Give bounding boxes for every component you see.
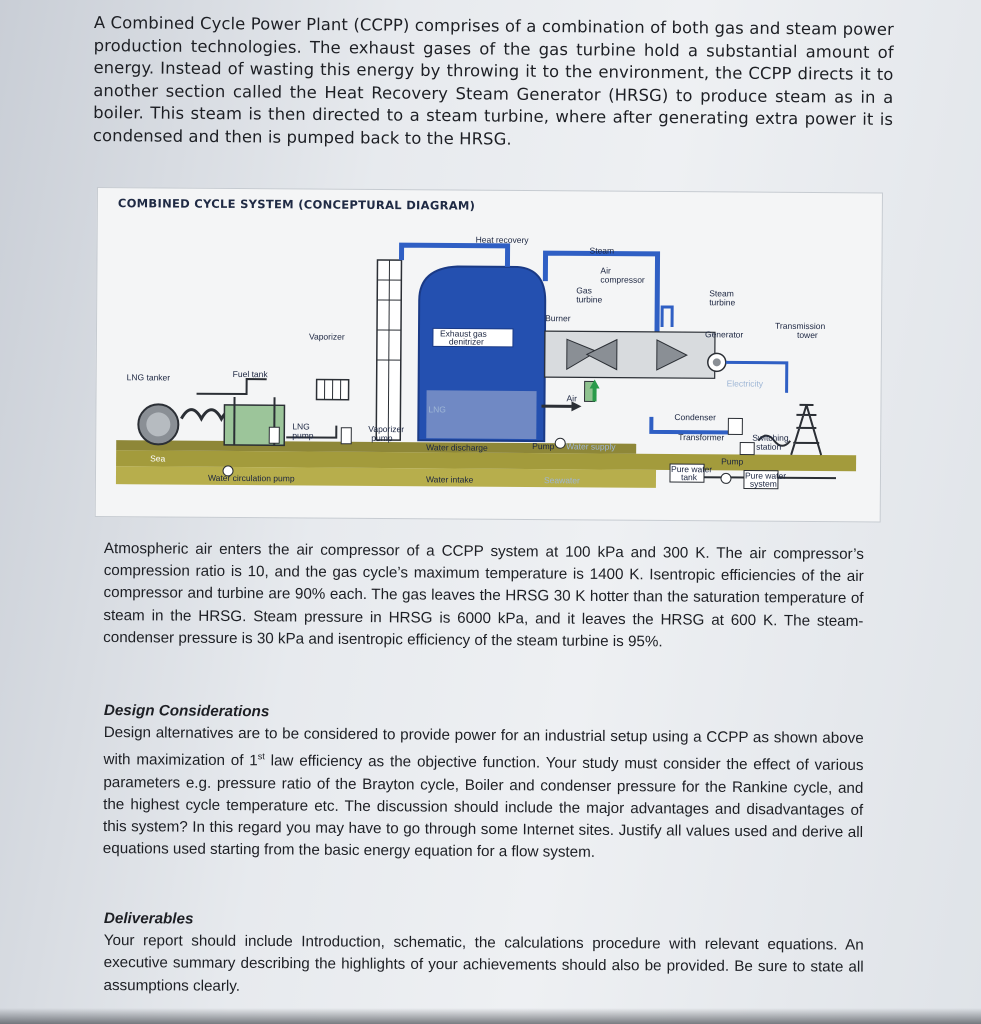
label-electricity: Electricity bbox=[726, 378, 764, 389]
problem-paragraph: Atmospheric air enters the air compressor of a CCPP system at 100 kPa and 300 K. The air compressor’s compression ratio is 10, and the gas cycle’s maximum temperature is 1400 K. Isentropic efficiencies of the air compressor and turbine are 90% each. The gas leaves the HRSG 30 K hotter than the saturation temperature of steam in the HRSG. Steam pressure in HRSG is 6000 kPa, and it leaves the HRSG at 600 K. The steam-condenser pressure is 30 kPa and isentropic efficiency of the steam turbine is 95%. bbox=[103, 539, 864, 651]
label-burner: Burner bbox=[545, 313, 571, 324]
label-vaporizer: Vaporizer bbox=[308, 331, 345, 342]
label-lng: LNG bbox=[428, 404, 446, 415]
label-water-intake: Water intake bbox=[425, 474, 474, 485]
transmission-tower-icon bbox=[791, 405, 821, 455]
water-pump-icon bbox=[555, 438, 565, 448]
design-heading: Design Considerations bbox=[103, 701, 270, 721]
design-section bbox=[103, 700, 864, 866]
lng-pump-icon bbox=[269, 427, 279, 443]
label-exhaust-gas-1: Exhaust gas bbox=[439, 328, 487, 339]
label-switching-1: Switching bbox=[752, 432, 789, 443]
label-water-circulation-pump: Water circulation pump bbox=[207, 472, 295, 484]
label-switching-2: station bbox=[756, 441, 782, 452]
combined-cycle-diagram bbox=[95, 187, 883, 522]
label-steam-turbine-2: turbine bbox=[709, 297, 736, 308]
label-heat-recovery: Heat recovery bbox=[475, 234, 529, 246]
diagram-illustration bbox=[96, 188, 882, 521]
label-pure-water-tank-2: tank bbox=[680, 472, 698, 483]
label-water-supply: Water supply bbox=[566, 441, 616, 452]
label-generator: Generator bbox=[704, 329, 744, 340]
label-pure-water-tank-1: Pure water bbox=[671, 464, 713, 475]
label-gas-turbine-2: turbine bbox=[576, 294, 603, 305]
design-text-before: Design alternatives are to be considered to provide power for an industrial setup using a CCPP as shown above with maximization of 1 bbox=[103, 724, 864, 770]
label-lng-pump-2: pump bbox=[292, 430, 314, 441]
label-steam: Steam bbox=[589, 245, 615, 256]
label-air-compressor-2: compressor bbox=[600, 274, 645, 285]
label-lng-pump-1: LNG bbox=[292, 421, 310, 432]
label-condenser: Condenser bbox=[674, 412, 717, 423]
label-water-discharge: Water discharge bbox=[426, 442, 488, 453]
label-fuel-tank: Fuel tank bbox=[232, 368, 268, 380]
deliverables-heading: Deliverables bbox=[103, 909, 194, 928]
label-air: Air bbox=[566, 393, 577, 404]
photo-edge-shadow bbox=[0, 1008, 981, 1024]
label-lng-tanker: LNG tanker bbox=[126, 372, 171, 383]
diagram-title: COMBINED CYCLE SYSTEM (CONCEPTURAL DIAGRAM) bbox=[117, 196, 476, 213]
label-gas-turbine-1: Gas bbox=[576, 285, 592, 296]
label-air-compressor-1: Air bbox=[600, 265, 611, 276]
label-pure-water-system-1: Pure water bbox=[744, 470, 787, 481]
design-text-after: law efficiency as the objective function. Your study must consider the effect of various parameters e.g. pressure ratio of the Brayton cycle, Boiler and condenser pressure for the Rankine cycle, and the highest cycle temperature etc. The discussion should include the major advantages and disadvantages of this system? In this regard you may have to go through some Internet sites. Justify all values used and derive all equations used starting from the basic energy equation for a flow system. bbox=[102, 752, 864, 862]
label-vaporizer-pump-1: Vaporizer bbox=[368, 423, 405, 435]
label-sea: Sea bbox=[150, 453, 166, 464]
hrsg-base bbox=[426, 390, 536, 439]
deliverables-text: Your report should include Introduction, schematic, the calculations procedure with relevant equations. An executive summary describing the highlights of your achievements should also be provided. Be sure to state all assumptions clearly. bbox=[103, 932, 864, 995]
pump2-icon bbox=[721, 473, 731, 483]
label-pump2: Pump bbox=[721, 456, 744, 467]
intro-paragraph: A Combined Cycle Power Plant (CCPP) comprises of a combination of both gas and steam power production technologies. The exhaust gases of the gas turbine hold a substantial amount of energy. Instead of wasting this energy by throwing it to the environment, the CCPP directs it to another section called the Heat Recovery Steam Generator (HRSG) to produce steam as in a boiler. This steam is then directed to a steam turbine, where after generating extra power it is condensed and then is pumped back to the HRSG. bbox=[92, 12, 894, 149]
condenser-icon bbox=[728, 418, 742, 434]
label-steam-turbine-1: Steam bbox=[709, 288, 734, 299]
lng-tanker-core bbox=[146, 412, 170, 436]
label-vaporizer-pump-2: pump bbox=[371, 432, 393, 444]
label-transformer: Transformer bbox=[678, 432, 725, 443]
label-seawater: Seawater bbox=[543, 475, 580, 486]
vaporizer-pump-icon bbox=[341, 428, 351, 444]
label-exhaust-gas-2: denitrizer bbox=[448, 336, 484, 347]
design-superscript: st bbox=[257, 751, 265, 762]
steam-pipe-top bbox=[401, 245, 507, 267]
label-pump: Pump bbox=[532, 441, 555, 452]
label-transmission-2: tower bbox=[796, 329, 818, 341]
label-transmission-1: Transmission bbox=[775, 320, 826, 332]
deliverables-section bbox=[103, 908, 864, 1001]
label-pure-water-system-2: system bbox=[749, 478, 777, 489]
